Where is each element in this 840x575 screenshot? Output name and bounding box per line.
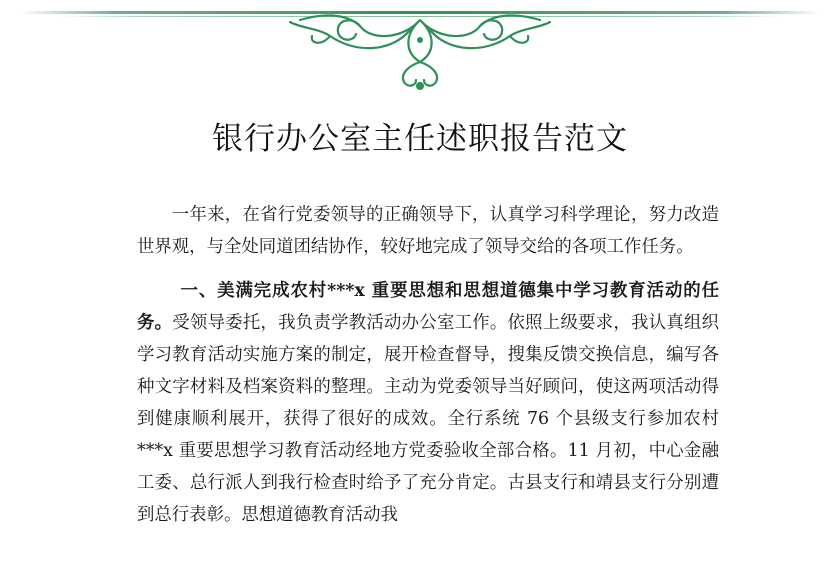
section-1-heading: 一、美满完成农村***x 重要思想和思想道德集中学习教育活动的任务。 bbox=[137, 281, 719, 333]
section-1-paragraph bbox=[137, 275, 719, 531]
intro-paragraph: 一年来，在省行党委领导的正确领导下，认真学习科学理论，努力改造世界观，与全处同道团结协作，较好地完成了领导交给的各项工作任务。 bbox=[137, 205, 719, 257]
decorative-header-ornament bbox=[0, 0, 840, 95]
section-1-body: 受领导委托，我负责学教活动办公室工作。依照上级要求，我认真组织学习教育活动实施方案的制定，展开检查督导，搜集反馈交换信息，编写各种文字材料及档案资料的整理。主动为党委领导当好顾问，使这两项活动得到健康顺利展开，获得了很好的成效。全行系统 76 个县级支行参加农村***x 重要思想学习教育活动经地方党委验收全部合格。11 月初，中心金融工委、总行派人到我行检查时给予了充分肯定。古县支行和靖县支行分别遭到总行表彰。思想道德教育活动我 bbox=[137, 313, 719, 525]
document-title: 银行办公室主任述职报告范文 bbox=[212, 121, 628, 157]
document-body bbox=[137, 199, 719, 531]
